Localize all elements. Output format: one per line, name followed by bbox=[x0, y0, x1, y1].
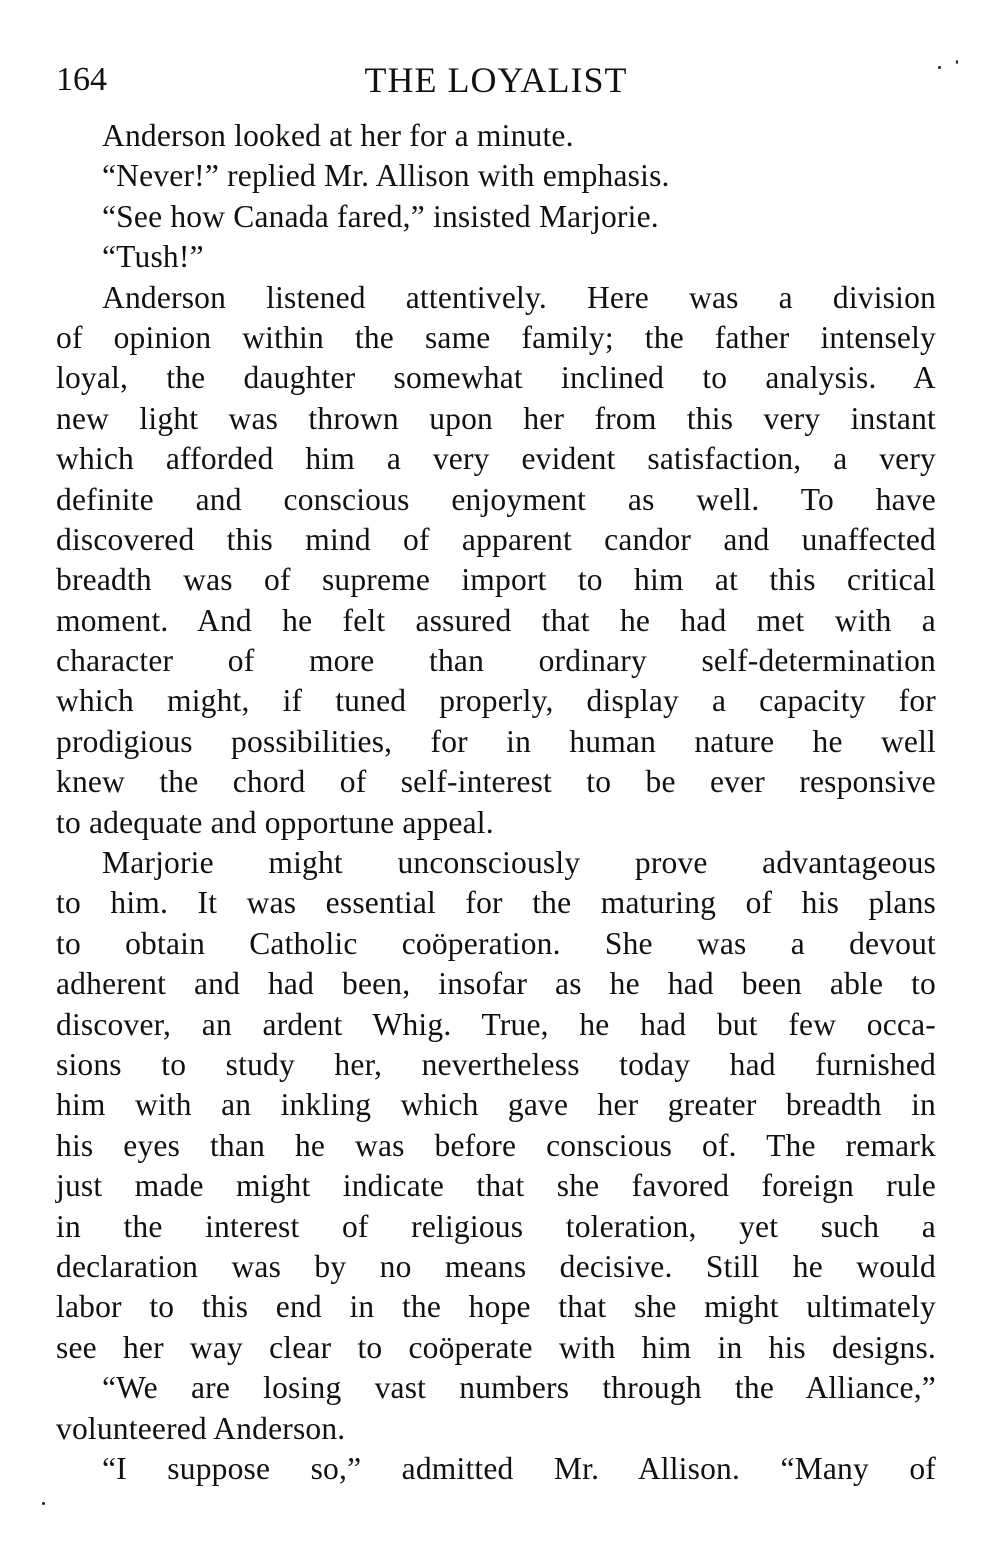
scan-speck bbox=[956, 60, 958, 64]
text-line: to him. It was essential for the maturing of his plans bbox=[56, 885, 936, 921]
text-line: just made might indicate that she favored foreign rule bbox=[56, 1168, 936, 1204]
text-line: see her way clear to coöperate with him in his designs. bbox=[56, 1329, 936, 1365]
text-line: definite and conscious enjoyment as well. To have bbox=[56, 481, 936, 517]
text-line: “See how Canada fared,” insisted Marjorie. bbox=[102, 198, 659, 234]
text-line: which might, if tuned properly, display a capacity for bbox=[56, 683, 936, 719]
book-page bbox=[56, 52, 936, 1489]
running-head bbox=[56, 52, 936, 108]
page-number: 164 bbox=[56, 61, 107, 98]
text-line: declaration was by no means decisive. Still he would bbox=[56, 1248, 936, 1284]
text-line: sions to study her, nevertheless today had furnished bbox=[56, 1046, 936, 1082]
text-line: loyal, the daughter somewhat inclined to analysis. A bbox=[56, 360, 936, 396]
scan-speck bbox=[42, 1502, 45, 1505]
text-line: adherent and had been, insofar as he had been able to bbox=[56, 966, 936, 1002]
text-line: knew the chord of self-interest to be ever responsive bbox=[56, 764, 936, 800]
text-line: character of more than ordinary self-determination bbox=[56, 643, 936, 679]
text-line: prodigious possibilities, for in human nature he well bbox=[56, 723, 936, 759]
text-line: his eyes than he was before conscious of. The remark bbox=[56, 1127, 936, 1163]
text-line: discover, an ardent Whig. True, he had but few occa- bbox=[56, 1006, 936, 1042]
text-line: in the interest of religious toleration, yet such a bbox=[56, 1208, 936, 1244]
body-text bbox=[56, 116, 936, 1489]
text-line: to adequate and opportune appeal. bbox=[56, 804, 494, 840]
text-line: breadth was of supreme import to him at this critical bbox=[56, 562, 936, 598]
text-line: Anderson listened attentively. Here was a division bbox=[102, 279, 936, 315]
text-line: which afforded him a very evident satisfaction, a very bbox=[56, 441, 936, 477]
text-line: him with an inkling which gave her greater breadth in bbox=[56, 1087, 936, 1123]
text-line: “Never!” replied Mr. Allison with emphasis. bbox=[102, 158, 670, 194]
text-line: “Tush!” bbox=[102, 239, 204, 275]
book-title: THE LOYALIST bbox=[364, 60, 628, 100]
text-line: new light was thrown upon her from this very instant bbox=[56, 400, 936, 436]
text-line: “I suppose so,” admitted Mr. Allison. “Many of bbox=[102, 1450, 936, 1486]
text-line: volunteered Anderson. bbox=[56, 1410, 346, 1446]
text-line: discovered this mind of apparent candor and unaffected bbox=[56, 521, 936, 557]
text-line: Anderson looked at her for a minute. bbox=[102, 118, 574, 153]
text-line: moment. And he felt assured that he had met with a bbox=[56, 602, 936, 638]
text-line: to obtain Catholic coöperation. She was a devout bbox=[56, 925, 936, 961]
text-line: of opinion within the same family; the father intensely bbox=[56, 319, 936, 355]
text-line: labor to this end in the hope that she might ultimately bbox=[56, 1289, 936, 1325]
text-line: Marjorie might unconsciously prove advantageous bbox=[102, 845, 936, 881]
text-line: “We are losing vast numbers through the Alliance,” bbox=[102, 1370, 936, 1406]
scan-speck bbox=[938, 66, 941, 69]
